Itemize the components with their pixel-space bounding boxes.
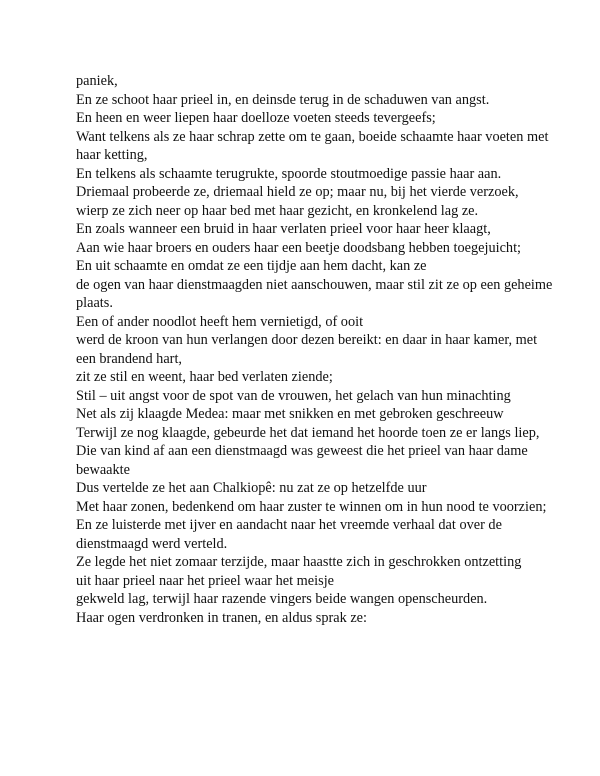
text-line: gekweld lag, terwijl haar razende vingers beide wangen openscheurden. xyxy=(76,591,488,607)
text-line: Aan wie haar broers en ouders haar een beetje doodsbang hebben toegejuicht; xyxy=(76,239,522,256)
text-line: wierp ze zich neer op haar bed met haar gezicht, en kronkelend lag ze. xyxy=(76,202,479,219)
text-line: Net als zij klaagde Medea: maar met snikken en met gebroken geschreeuw xyxy=(76,406,504,422)
text-line: Want telkens als ze haar schrap zette om te gaan, boeide schaamte haar voeten met haar ketting, xyxy=(76,128,549,163)
text-line: Die van kind af aan een dienstmaagd was geweest die het prieel van haar dame bewaakte xyxy=(76,443,528,478)
text-line: Met haar zonen, bedenkend om haar zuster te winnen om in hun nood te voorzien; xyxy=(76,498,547,515)
text-line: uit haar prieel naar het prieel waar het meisje xyxy=(76,572,335,589)
text-line: zit ze stil en weent, haar bed verlaten ziende; xyxy=(76,369,333,385)
text-line: Dus vertelde ze het aan Chalkiopê: nu zat ze op hetzelfde uur xyxy=(76,480,427,496)
text-line: En heen en weer liepen haar doelloze voeten steeds tevergeefs; xyxy=(76,110,436,126)
text-line: Haar ogen verdronken in tranen, en aldus sprak ze: xyxy=(76,609,367,626)
text-line: En ze luisterde met ijver en aandacht naar het vreemde verhaal dat over de dienstmaagd werd verteld. xyxy=(76,517,502,552)
text-line: paniek, xyxy=(76,73,118,89)
document-page xyxy=(76,72,554,627)
text-line: En zoals wanneer een bruid in haar verlaten prieel voor haar heer klaagt, xyxy=(76,221,491,237)
text-line: En telkens als schaamte terugrukte, spoorde stoutmoedige passie haar aan. xyxy=(76,165,502,182)
text-line: En uit schaamte en omdat ze een tijdje aan hem dacht, kan ze xyxy=(76,258,427,274)
text-line: werd de kroon van hun verlangen door dezen bereikt: en daar in haar kamer, met een brandend hart, xyxy=(76,332,538,367)
text-line: Een of ander noodlot heeft hem vernietigd, of ooit xyxy=(76,313,364,330)
text-line: Ze legde het niet zomaar terzijde, maar haastte zich in geschrokken ontzetting xyxy=(76,554,522,570)
text-line: Stil – uit angst voor de spot van de vrouwen, het gelach van hun minachting xyxy=(76,387,511,404)
text-line: Driemaal probeerde ze, driemaal hield ze op; maar nu, bij het vierde verzoek, xyxy=(76,184,519,200)
text-line: de ogen van haar dienstmaagden niet aanschouwen, maar stil zit ze op een geheime plaats. xyxy=(76,276,553,311)
text-line: En ze schoot haar prieel in, en deinsde terug in de schaduwen van angst. xyxy=(76,91,490,108)
text-line: Terwijl ze nog klaagde, gebeurde het dat iemand het hoorde toen ze er langs liep, xyxy=(76,424,540,441)
